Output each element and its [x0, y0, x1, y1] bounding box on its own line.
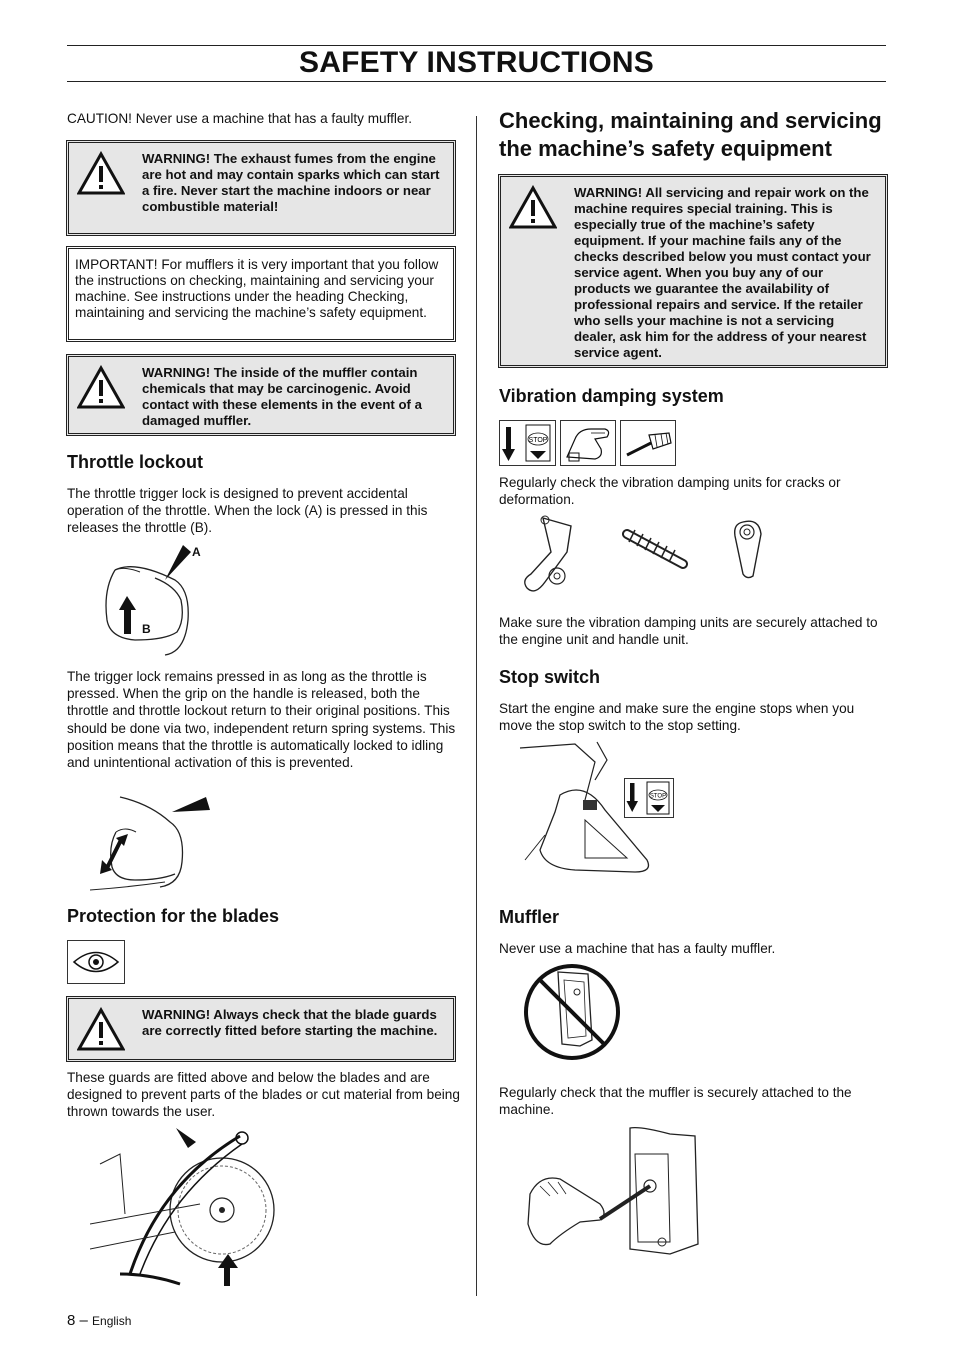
caution-text: CAUTION! Never use a machine that has a faulty muffler.	[67, 111, 413, 126]
warning-text: WARNING! All servicing and repair work on the machine requires special training. This is especially true of the machine’s safety equipment. If your machine fails any of the checks described below you must contact your service agent. When you buy any of our products we guarantee the availability of professional repairs and service. If the retailer who sells your machine is not a servicing dealer, ask him for the address of your nearest service agent.	[574, 185, 871, 360]
stop-switch-heading: Stop switch	[499, 667, 601, 687]
column-divider	[476, 116, 477, 1296]
important-text: IMPORTANT! For mufflers it is very important that you follow the instructions on checking, maintaining and servicing your machine. See instructions under the heading Checking, maintaining and servicing the machine’s safety equipment.	[75, 257, 439, 320]
svg-text:STOP: STOP	[649, 793, 667, 800]
label-b: B	[142, 622, 151, 636]
throttle-paragraph-2: The trigger lock remains pressed in as long as the throttle is pressed. When the grip on the handle is released, both the throttle and throttle lockout return to their original positions. This should be done via two, independent return spring systems. This position means that the throttle is automatically locked to idling and unintentional activation of this is prevented.	[67, 669, 456, 771]
warning-box-exhaust	[66, 140, 456, 236]
warning-triangle-icon	[77, 365, 125, 409]
vibration-paragraph-2: Make sure the vibration damping units are securely attached to the engine unit and handle unit.	[499, 615, 878, 648]
warning-box-servicing	[498, 174, 888, 368]
eye-protection-icon	[67, 940, 125, 984]
muffler-paragraph-2: Regularly check that the muffler is securely attached to the machine.	[499, 1085, 852, 1118]
warning-triangle-icon	[77, 1007, 125, 1051]
warning-box-blade-guards	[66, 996, 456, 1062]
label-a: A	[192, 545, 201, 559]
vibration-damping-units-illustration	[515, 512, 790, 602]
svg-text:STOP: STOP	[528, 437, 548, 444]
page-number: 8 –	[67, 1312, 88, 1329]
page-title: SAFETY INSTRUCTIONS	[299, 46, 654, 79]
no-faulty-muffler-icon	[522, 962, 622, 1062]
warning-text: WARNING! The inside of the muffler contain chemicals that may be carcinogenic. Avoid contact with these elements in the event of a damaged muffler.	[142, 365, 422, 428]
warning-text: WARNING! The exhaust fumes from the engine are hot and may contain sparks which can start a fire. Never start the machine indoors or near combustible material!	[142, 151, 440, 214]
stop-switch-icon	[624, 778, 674, 818]
throttle-return-illustration	[90, 792, 215, 894]
section-heading-checking: Checking, maintaining and servicing the machine’s safety equipment	[499, 108, 882, 161]
muffler-heading: Muffler	[499, 907, 559, 927]
brush-icon	[620, 420, 676, 466]
footer-language: English	[92, 1314, 132, 1328]
throttle-paragraph-1: The throttle trigger lock is designed to prevent accidental operation of the throttle. When the lock (A) is pressed in this releases the throttle (B).	[67, 486, 428, 536]
blade-guard-illustration	[90, 1124, 275, 1294]
blades-heading: Protection for the blades	[67, 906, 280, 926]
throttle-lockout-illustration	[95, 540, 220, 660]
muffler-paragraph-1: Never use a machine that has a faulty muffler.	[499, 941, 776, 956]
throttle-heading: Throttle lockout	[67, 452, 203, 472]
warning-triangle-icon	[509, 185, 557, 229]
warning-triangle-icon	[77, 151, 125, 195]
stop-switch-paragraph: Start the engine and make sure the engine stops when you move the stop switch to the stop setting.	[499, 701, 855, 734]
important-box	[66, 246, 456, 342]
header-rule-bottom	[67, 81, 886, 82]
warning-text: WARNING! Always check that the blade guards are correctly fitted before starting the machine.	[142, 1007, 438, 1038]
warning-box-carcinogen	[66, 354, 456, 436]
vibration-paragraph-1: Regularly check the vibration damping units for cracks or deformation.	[499, 475, 841, 508]
muffler-check-illustration	[520, 1124, 710, 1264]
protective-glove-icon	[560, 420, 616, 466]
stop-engine-icon	[499, 420, 556, 466]
blades-paragraph: These guards are fitted above and below the blades and are designed to prevent parts of the blades or cut material from being thrown towards the user.	[67, 1070, 460, 1120]
page-footer	[67, 1312, 131, 1329]
vibration-heading: Vibration damping system	[499, 386, 724, 406]
